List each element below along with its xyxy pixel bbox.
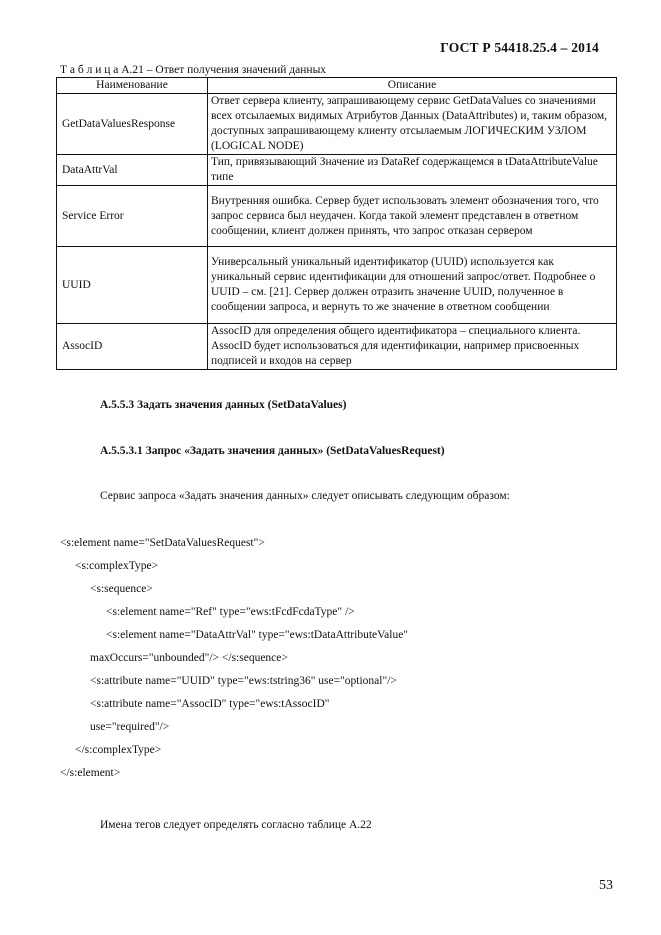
row-name: UUID (57, 247, 208, 324)
table-row (57, 155, 617, 186)
code-line: <s:attribute name="UUID" type="ews:tstring36" use="optional"/> (90, 675, 397, 687)
row-description: Внутренняя ошибка. Сервер будет использовать элемент обозначения того, что запрос сервиса был неудачен. Когда такой элемент представлен в ответном сообщении, клиент должен принять, что запрос отказан сервером (208, 186, 617, 247)
section-heading-setdatavalues: А.5.5.3 Задать значения данных (SetDataValues) (100, 399, 347, 411)
code-line: <s:element name="SetDataValuesRequest"> (60, 537, 265, 549)
row-description: Тип, привязывающий Значение из DataRef содержащемся в tDataAttributeValue типе (208, 155, 617, 186)
code-line: <s:element name="Ref" type="ews:tFcdFcdaType" /> (106, 606, 355, 618)
code-line: maxOccurs="unbounded"/> </s:sequence> (90, 652, 288, 664)
row-name: Service Error (57, 186, 208, 247)
code-line: <s:element name="DataAttrVal" type="ews:tDataAttributeValue" (106, 629, 409, 641)
document-header: ГОСТ Р 54418.25.4 – 2014 (440, 40, 599, 55)
code-line: </s:complexType> (75, 744, 162, 756)
column-header-description: Описание (208, 78, 617, 94)
intro-paragraph: Сервис запроса «Задать значения данных» следует описывать следующим образом: (100, 490, 510, 502)
table-caption: Т а б л и ц а А.21 – Ответ получения значений данных (60, 64, 327, 76)
row-name: DataAttrVal (57, 155, 208, 186)
table-row (57, 324, 617, 370)
table-row (57, 247, 617, 324)
response-table (56, 77, 617, 370)
section-heading-request: А.5.5.3.1 Запрос «Задать значения данных» (SetDataValuesRequest) (100, 445, 445, 457)
column-header-name: Наименование (57, 78, 208, 94)
code-listing (60, 536, 408, 789)
table-row (57, 94, 617, 155)
row-name: AssocID (57, 324, 208, 370)
code-line: use="required"/> (90, 721, 170, 733)
row-name: GetDataValuesResponse (57, 94, 208, 155)
row-description: Универсальный уникальный идентификатор (UUID) используется как уникальный сервис идентификации для отношений запрос/ответ. Подробнее о UUID – см. [21]. Сервер должен отразить значение UUID, полученное в сообщении запроса, и вернуть то же значение в ответном сообщении (208, 247, 617, 324)
table-row (57, 186, 617, 247)
page-number: 53 (599, 878, 613, 893)
row-description: Ответ сервера клиенту, запрашивающему сервис GetDataValues со значениями всех отсылаемых видимых Атрибутов Данных (DataAttributes) и, таким образом, доступных запрашивающему клиенту отсылаемым ЛОГИЧЕСКИМ УЗЛОМ (LOGICAL NODE) (208, 94, 617, 155)
code-line: <s:sequence> (90, 583, 153, 595)
code-line: <s:attribute name="AssocID" type="ews:tAssocID" (90, 698, 330, 710)
table-header-row (57, 78, 617, 94)
code-line: </s:element> (60, 767, 121, 779)
code-line: <s:complexType> (75, 560, 159, 572)
row-description: AssocID для определения общего идентификатора – специального клиента. AssocID будет использоваться для идентификации, например присвоенных подписей и входов на сервер (208, 324, 617, 370)
footer-paragraph: Имена тегов следует определять согласно таблице А.22 (100, 819, 372, 831)
